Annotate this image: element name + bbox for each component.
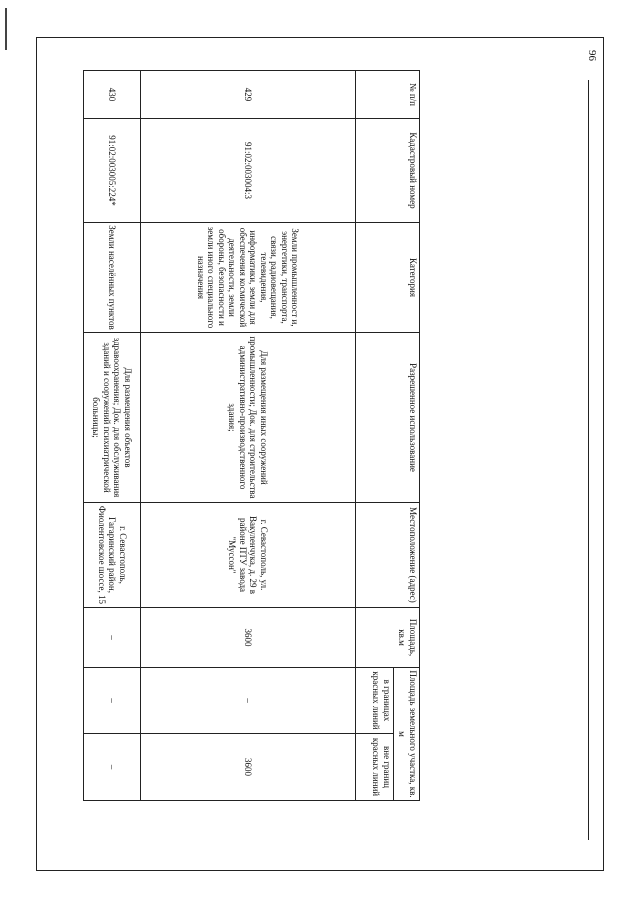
header-area: Площадь, кв.м	[356, 608, 420, 668]
cell-cadastral: 91:02:003004:3	[141, 119, 356, 223]
footer-rule	[588, 80, 589, 840]
cell-location: г. Севастополь, ул. Вакуленчука, д. 29 в районе ПТУ завода "Муссон"	[141, 503, 356, 608]
cell-within-red: –	[84, 668, 141, 734]
header-within-red: в границах красных линий	[356, 668, 394, 734]
cell-location: г. Севастополь, Гагаринский район, Фиолентовское шоссе, 15	[84, 503, 141, 608]
land-register-table	[83, 70, 420, 801]
cell-permitted-use: Для размещения иных сооружений промышленности; Док. для строительства административно-производственного здания;	[141, 333, 356, 503]
table-row	[141, 71, 356, 801]
cell-num: 430	[84, 71, 141, 119]
cell-category: Земли населённых пунктов	[84, 223, 141, 333]
header-row	[394, 71, 420, 801]
cell-area: 3600	[141, 608, 356, 668]
header-cadastral: Кадастровый номер	[356, 119, 420, 223]
header-location: Местоположение (адрес)	[356, 503, 420, 608]
page-number: 96	[586, 50, 598, 61]
header-category: Категория	[356, 223, 420, 333]
header-num: № п/п	[356, 71, 420, 119]
rotated-table-container	[84, 70, 420, 800]
cell-outside-red: 3600	[141, 734, 356, 801]
cell-num: 429	[141, 71, 356, 119]
scan-mark	[5, 8, 7, 50]
cell-outside-red: –	[84, 734, 141, 801]
header-permitted-use: Разрешенное использование	[356, 333, 420, 503]
cell-permitted-use: Для размещения объектов здравоохранения; Док. для обслуживания зданий и сооружений психиатрической больницы;	[84, 333, 141, 503]
cell-category: Земли промышленност и, энергетики, транспорта, связи, радиовещания, телевидения, информатики, земли для обеспечения космической деятельности, земли обороны, безопасности и земли иного специального назначения	[141, 223, 356, 333]
cell-within-red: –	[141, 668, 356, 734]
cell-cadastral: 91:02:003005:224*	[84, 119, 141, 223]
header-land-area: Площадь земельного участка, кв. м	[394, 668, 420, 801]
table-row	[84, 71, 141, 801]
cell-area: –	[84, 608, 141, 668]
header-outside-red: вне границ красных линий	[356, 734, 394, 801]
